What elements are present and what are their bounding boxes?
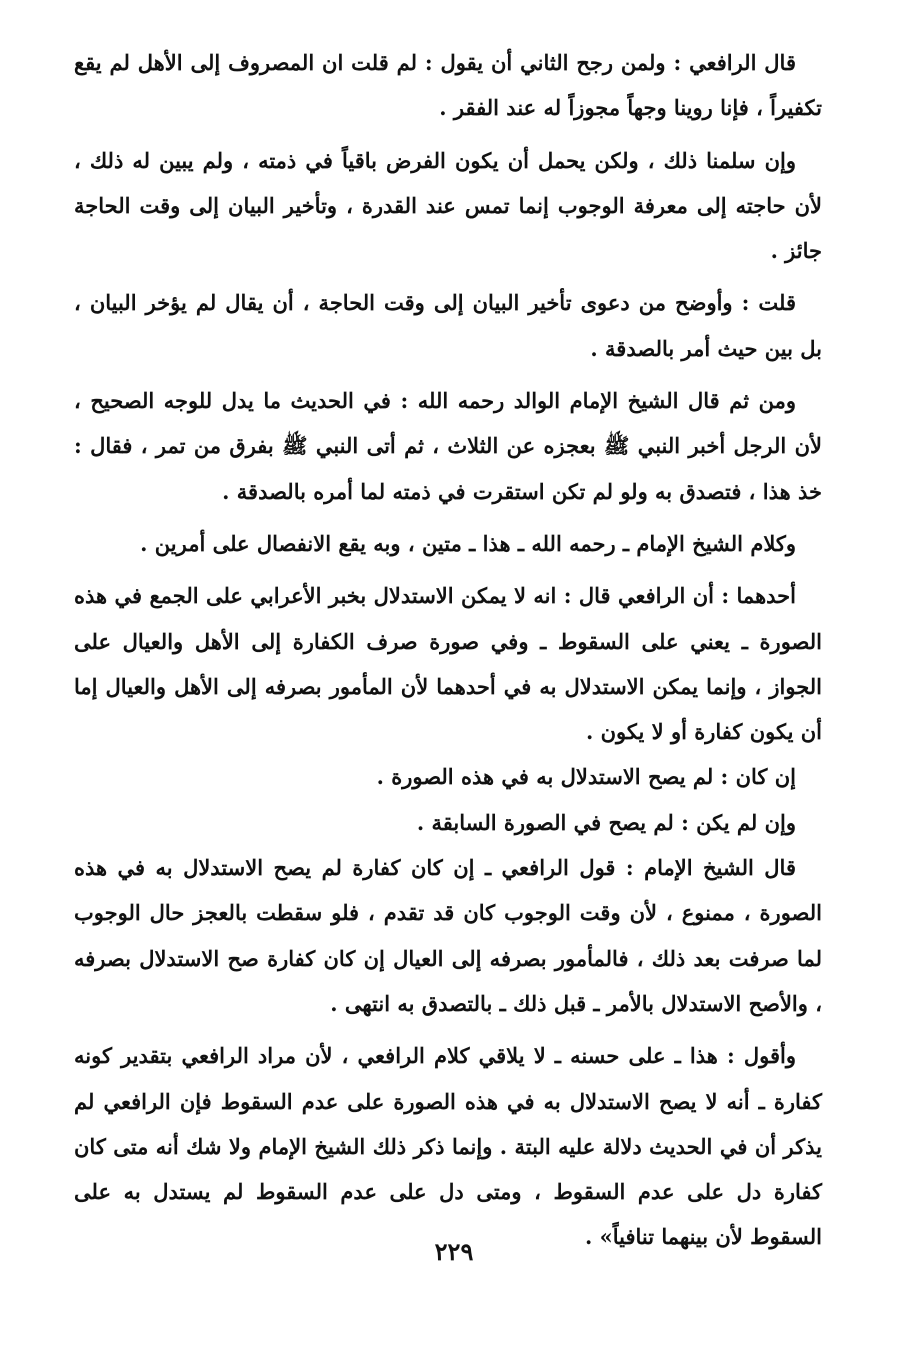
paragraph-1: قال الرافعي : ولمن رجح الثاني أن يقول : لم قلت ان المصروف إلى الأهل لم يقع تكفيراً ، فإنا روينا وجهاً مجوزاً له عند الفقر .: [74, 50, 822, 121]
page-number: ٢٢٩: [434, 1237, 474, 1266]
paragraph-8: وإن لم يكن : لم يصح في الصورة السابقة .: [416, 809, 796, 835]
body-text: [74, 40, 822, 1260]
paragraph-6: أحدهما : أن الرافعي قال : انه لا يمكن الاستدلال بخبر الأعرابي على الجمع في هذه الصورة ـ يعني على السقوط ـ وفي صورة صرف الكفارة إلى الأهل والعيال على الجواز ، وإنما يمكن الاستدلال به في أحدهما لأن المأمور بصرفه إلى الأهل والعيال إما أن يكون كفارة أو لا يكون .: [74, 583, 822, 745]
paragraph-4: ومن ثم قال الشيخ الإمام الوالد رحمه الله : في الحديث ما يدل للوجه الصحيح ، لأن الرجل أخبر النبي ﷺ بعجزه عن الثلاث ، ثم أتى النبي ﷺ بفرق من تمر ، فقال : خذ هذا ، فتصدق به ولو لم تكن استقرت في ذمته لما أمره بالصدقة .: [74, 388, 822, 504]
paragraph-10: وأقول : هذا ـ على حسنه ـ لا يلاقي كلام الرافعي ، لأن مراد الرافعي بتقدير كونه كفارة ـ أنه لا يصح الاستدلال به في هذه الصورة على عدم السقوط فإن الرافعي لم يذكر أن في الحديث دلالة عليه البتة . وإنما ذكر ذلك الشيخ الإمام ولا شك أنه متى كان كفارة دل على عدم السقوط ، ومتى دل على عدم السقوط لم يستدل به على السقوط لأن بينهما تنافياً» .: [74, 1043, 822, 1250]
paragraph-5: وكلام الشيخ الإمام ـ رحمه الله ـ هذا ـ متين ، وبه يقع الانفصال على أمرين .: [140, 530, 796, 556]
paragraph-7: إن كان : لم يصح الاستدلال به في هذه الصورة .: [376, 764, 796, 790]
paragraph-3: قلت : وأوضح من دعوى تأخير البيان إلى وقت الحاجة ، أن يقال لم يؤخر البيان ، بل بين حيث أمر بالصدقة .: [74, 290, 822, 361]
paragraph-2: وإن سلمنا ذلك ، ولكن يحمل أن يكون الفرض باقياً في ذمته ، ولم يبين له ذلك ، لأن حاجته إلى معرفة الوجوب إنما تمس عند القدرة ، وتأخير البيان إلى وقت الحاجة جائز .: [74, 147, 822, 264]
paragraph-9: قال الشيخ الإمام : قول الرافعي ـ إن كان كفارة لم يصح الاستدلال به في هذه الصورة ، ممنوع ، لأن وقت الوجوب كان قد تقدم ، فلو سقطت بالعجز حال الوجوب لما صرفت بعد ذلك ، فالمأمور بصرفه إلى العيال إن كان كفارة صح الاستدلال بصرفه ، والأصح الاستدلال بالأمر ـ قبل ذلك ـ بالتصدق به انتهى .: [74, 855, 822, 1016]
